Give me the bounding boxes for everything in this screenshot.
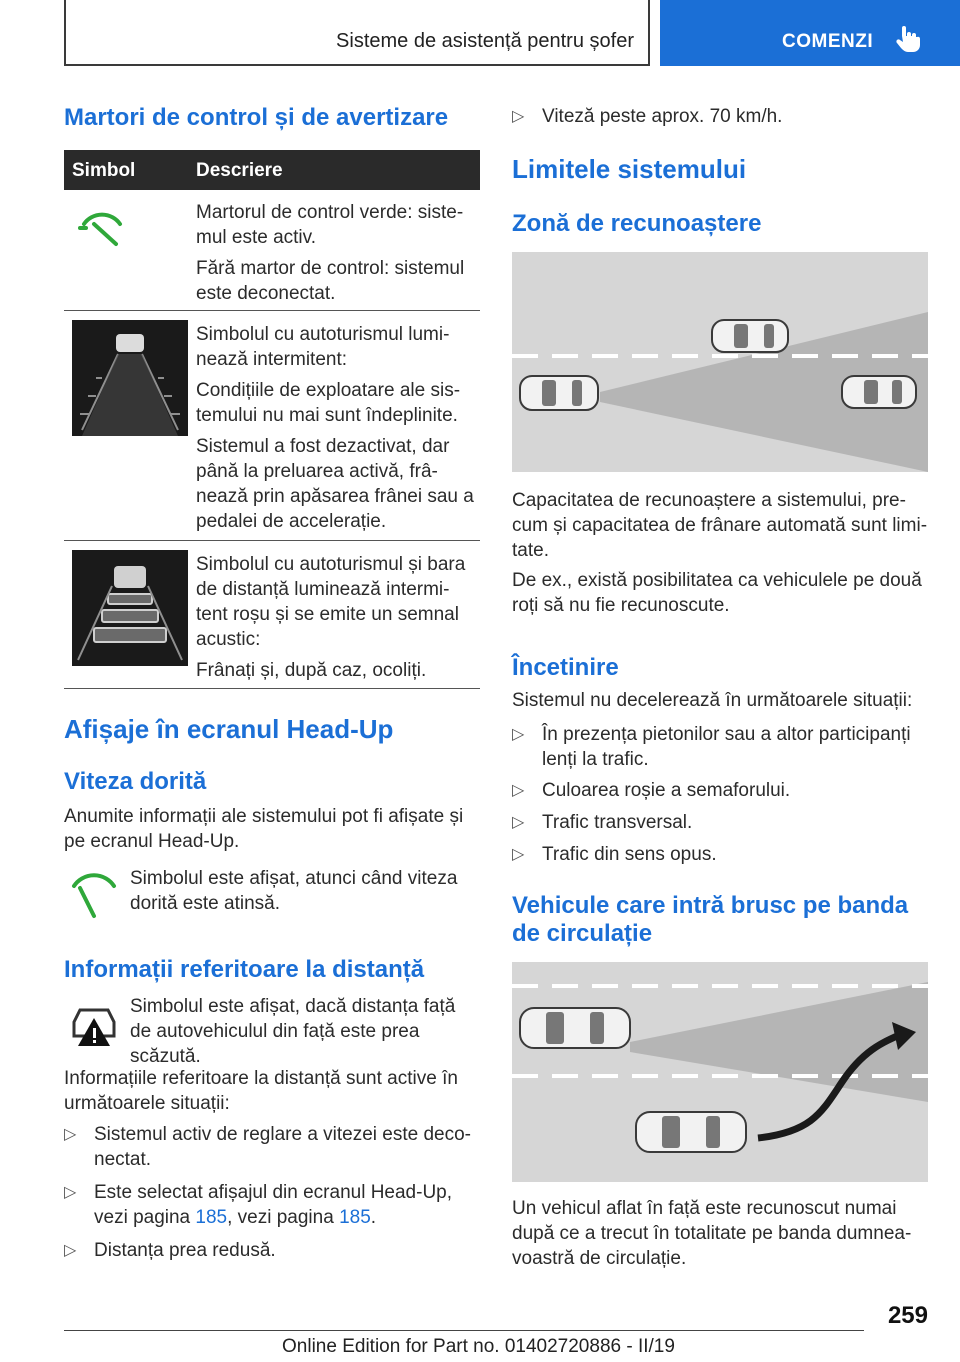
row3-line1: Simbolul cu autoturismul și bara de distanță luminează intermi-tent roșu și se emite un semnal acustic: — [196, 554, 466, 650]
row-divider — [64, 310, 480, 311]
heading-viteza: Viteza dorită — [64, 768, 207, 795]
bullet-triangle-icon: ▷ — [64, 1126, 77, 1143]
list-item — [512, 104, 930, 129]
paragraph-vehicule: Un vehicul aflat în față este recunoscut numai după ce a trecut în totalitate pe banda dumnea-voastră de circulație. — [512, 1198, 912, 1269]
row1-line2: Fără martor de control: sistemul este deconectat. — [196, 258, 465, 304]
row-divider — [64, 540, 480, 541]
list-item — [512, 778, 930, 803]
page-link[interactable]: 185 — [195, 1207, 228, 1228]
bullet-text: Este selectat afișajul din ecranul Head-Up, vezi pagina — [94, 1182, 453, 1228]
heading-zona: Zonă de recunoaștere — [512, 210, 762, 237]
distance-warning-icon — [66, 1000, 122, 1050]
heading-incetinire: Încetinire — [512, 654, 619, 681]
row2-line1: Simbolul cu autoturismul lumi-nează intermitent: — [196, 324, 450, 370]
list-item — [64, 1122, 480, 1172]
edition-text: Online Edition for Part no. 01402720886 - II/19 — [282, 1336, 675, 1357]
bullet-triangle-icon: ▷ — [512, 814, 525, 831]
bullet-text: . — [370, 1207, 377, 1228]
section-tab-label: COMENZI — [782, 31, 874, 52]
list-item — [512, 722, 930, 772]
bullet-triangle-icon: ▷ — [512, 108, 525, 125]
header-section-box — [64, 0, 650, 66]
row3-description — [196, 552, 476, 689]
heading-afisaje: Afișaje în ecranul Head-Up — [64, 714, 394, 744]
cruise-control-icon — [74, 204, 130, 248]
bullet-text: Viteză peste aprox. 70 km/h. — [542, 106, 783, 127]
row2-line3: Sistemul a fost dezactivat, dar până la preluarea activă, frâ-nează prin apăsarea frânei sau a pedalei de accelerație. — [196, 436, 474, 532]
paragraph-zona-1: Capacitatea de recunoaștere a sistemului, pre-cum și capacitatea de frânare automată sunt limi-tate. — [512, 490, 928, 561]
bullet-triangle-icon: ▷ — [64, 1184, 77, 1201]
list-item — [512, 810, 930, 835]
section-title: Sisteme de asistență pentru șofer — [336, 30, 634, 52]
row2-line2: Condițiile de exploatare ale sis-temului nu mai sunt îndeplinite. — [196, 380, 461, 426]
bullet-text: , vezi pagina — [227, 1207, 340, 1228]
paragraph-zona-2: De ex., există posibilitatea ca vehiculele pe două roți să nu fie recunoscute. — [512, 570, 922, 616]
bullet-text: În prezența pietonilor sau a altor participanți lenți la trafic. — [542, 724, 911, 770]
hand-pointer-icon — [892, 22, 924, 54]
col-description: Descriere — [196, 160, 283, 181]
paragraph-info: Informațiile referitoare la distanță sunt active în următoarele situații: — [64, 1068, 458, 1114]
bullet-triangle-icon: ▷ — [512, 726, 525, 743]
heading-vehicule: Vehicule care intră brusc pe banda de circulație — [512, 892, 909, 947]
bullet-triangle-icon: ▷ — [512, 846, 525, 863]
bullet-text: Sistemul activ de reglare a vitezei este deco-nectat. — [94, 1124, 472, 1170]
row3-line2: Frânați și, după caz, ocoliți. — [196, 660, 427, 681]
paragraph-incetinire: Sistemul nu decelerează în următoarele situații: — [512, 690, 913, 711]
list-item — [64, 1180, 480, 1230]
row-divider — [64, 688, 480, 689]
recognition-zone-illustration — [512, 252, 928, 472]
page-number: 259 — [887, 1302, 928, 1329]
bullet-text: Culoarea roșie a semaforului. — [542, 780, 791, 801]
list-item — [512, 842, 930, 867]
desired-speed-icon — [66, 870, 122, 920]
page-link[interactable]: 185 — [339, 1207, 371, 1228]
footer-divider — [64, 1330, 864, 1331]
distance-bar-display-icon — [72, 550, 188, 666]
heading-informatii: Informații referitoare la distanță — [64, 956, 425, 983]
paragraph-info-icon: Simbolul este afișat, dacă distanța față de autovehiculul din față este prea scăzută. — [130, 996, 456, 1067]
col-symbol: Simbol — [72, 160, 136, 181]
paragraph-viteza-icon: Simbolul este afișat, atunci când viteza dorită este atinsă. — [130, 868, 458, 914]
paragraph-viteza: Anumite informații ale sistemului pot fi afișate și pe ecranul Head-Up. — [64, 806, 464, 852]
row1-description — [196, 200, 476, 312]
bullet-text: Trafic transversal. — [542, 812, 693, 833]
bullet-triangle-icon: ▷ — [64, 1242, 77, 1259]
section-tab[interactable] — [660, 0, 960, 66]
row1-line1: Martorul de control verde: siste-mul este activ. — [196, 202, 464, 248]
bullet-text: Distanța prea redusă. — [94, 1240, 276, 1261]
heading-martori: Martori de control și de avertizare — [64, 104, 449, 131]
row2-description — [196, 322, 476, 540]
bullet-triangle-icon: ▷ — [512, 782, 525, 799]
bullet-text: Trafic din sens opus. — [542, 844, 717, 865]
table-header — [64, 150, 480, 190]
list-item — [64, 1238, 480, 1263]
cut-in-vehicle-illustration — [512, 962, 928, 1182]
car-ahead-display-icon — [72, 320, 188, 436]
heading-limite: Limitele sistemului — [512, 154, 747, 184]
